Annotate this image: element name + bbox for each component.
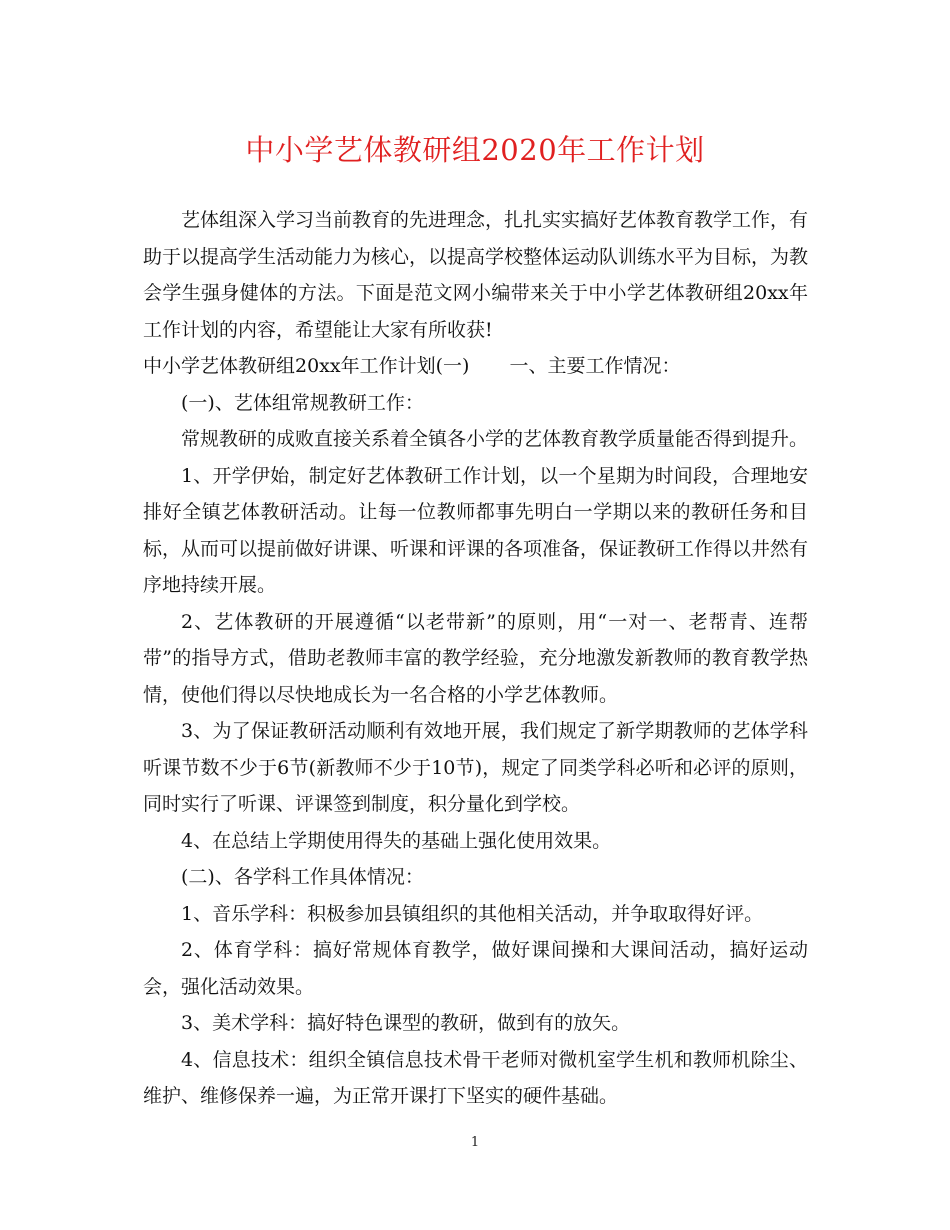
section2-heading: (二)、各学科工作具体情况： <box>181 866 424 888</box>
document-title: 中小学艺体教研组2020年工作计划 <box>245 133 705 167</box>
subject-pe: 2、体育学科：搞好常规体育教学，做好课间操和大课间活动，搞好运动会，强化活动效果。 <box>143 939 808 998</box>
subject-it: 4、信息技术：组织全镇信息技术骨干老师对微机室学生机和教师机除尘、维护、维修保养一遍，为正常开课打下坚实的硬件基础。 <box>143 1048 808 1107</box>
item-4: 4、在总结上学期使用得失的基础上强化使用效果。 <box>181 829 612 852</box>
intro-paragraph: 艺体组深入学习当前教育的先进理念，扎扎实实搞好艺体教育教学工作，有助于以提高学生活动能力为核心，以提高学校整体运动队训练水平为目标，为教会学生强身健体的方法。下面是范文网小编带来关于中小学艺体教研组20xx年工作计划的内容，希望能让大家有所收获! <box>143 209 809 341</box>
main-work-heading: 一、主要工作情况： <box>509 355 681 377</box>
subject-music: 1、音乐学科：积极参加县镇组织的其他相关活动，并争取取得好评。 <box>181 902 764 925</box>
plan-subtitle: 中小学艺体教研组20xx年工作计划(一) <box>143 355 470 377</box>
subtitle-line <box>143 348 808 385</box>
item-3: 3、为了保证教研活动顺利有效地开展，我们规定了新学期教师的艺体学科听课节数不少于6节(新教师不少于10节)，规定了同类学科必听和必评的原则，同时实行了听课、评课签到制度，积分量化到学校。 <box>143 720 808 815</box>
subject-art: 3、美术学科：搞好特色课型的教研，做到有的放矢。 <box>181 1012 631 1034</box>
page-number: 1 <box>470 1135 480 1150</box>
section1-lead: 常规教研的成败直接关系着全镇各小学的艺体教育教学质量能否得到提升。 <box>181 428 809 450</box>
item-1: 1、开学伊始，制定好艺体教研工作计划，以一个星期为时间段，合理地安排好全镇艺体教研活动。让每一位教师都事先明白一学期以来的教研任务和目标，从而可以提前做好讲课、听课和评课的各项准备，保证教研工作得以井然有序地持续开展。 <box>143 464 809 596</box>
document-body <box>143 202 808 1115</box>
section1-heading: (一)、艺体组常规教研工作： <box>181 391 424 414</box>
item-2: 2、艺体教研的开展遵循“以老带新”的原则，用“一对一、老帮青、连帮带”的指导方式，借助老教师丰富的教学经验，充分地激发新教师的教育教学热情，使他们得以尽快地成长为一名合格的小学艺体教师。 <box>143 610 808 706</box>
